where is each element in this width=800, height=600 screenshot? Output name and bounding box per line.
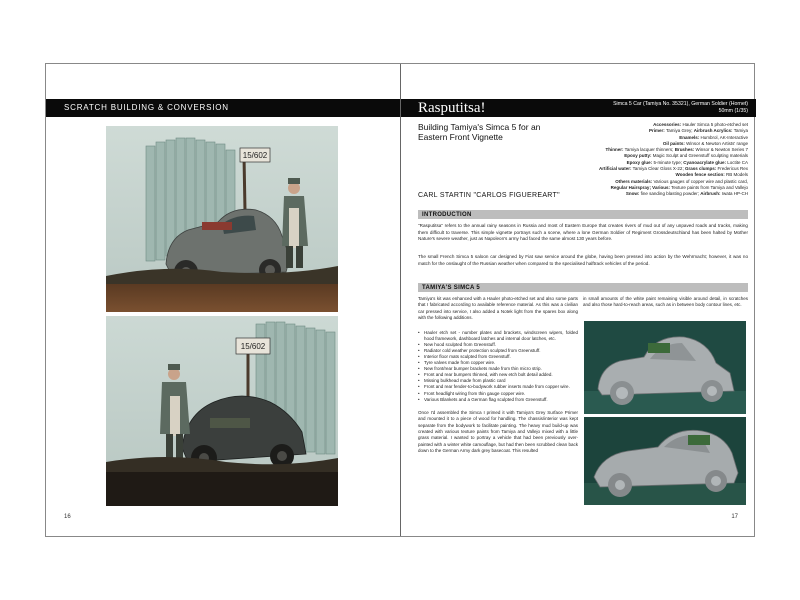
section-heading-introduction: INTRODUCTION	[418, 210, 748, 219]
article-subtitle: Building Tamiya's Simca 5 for an Eastern Front Vignette	[418, 122, 541, 142]
spec-line: Artificial water: Tamiya Clear Gloss X-22; Grass clumps: Fredericus Rex	[598, 166, 748, 172]
title-band	[401, 99, 756, 117]
spec-line: Others materials: Various gauges of copper wire and plastic card,	[615, 178, 748, 184]
spec-line: Accessories: Hauler Simca 5 photo-etched set	[653, 122, 748, 127]
vignette-photo-top	[106, 126, 338, 312]
spec-line: Wooden fence section: RB Models	[675, 172, 748, 178]
spec-line: Snow: fine sanding blasting powder; Airbrush: Iwata HP-CH	[625, 191, 748, 197]
body-column-left	[418, 296, 578, 455]
model-line-1: Simca 5 Car (Tamiya No. 35321), German Soldier (Hornet)	[613, 101, 748, 107]
list-item: • Tyre valves made from copper wire.	[418, 360, 578, 366]
body-paragraph-1: Tamiya's kit was enhanced with a Hauler photo-etched set and also some parts that I fabricated according to available reference material. As this was a civilian car pressed into service, I also added a Notek light from the spares box along with the following additions.	[418, 296, 578, 321]
sign-text: 15/602	[242, 151, 268, 160]
article-author: CARL STARTIN "CARLOS FIGUEREART"	[418, 192, 560, 199]
list-item: • Front and rear fender-to-bodywork rubber inserts made from copper wire.	[418, 384, 578, 390]
list-item: • Hauler etch set - number plates and brackets, windscreen wipers, folded hood framework, dashboard latches and internal door latches, etc.	[418, 330, 578, 342]
intro-paragraph-1: "Rasputitsa" refers to the annual rainy seasons in Russia and most of Eastern Europe that creates rivers of mud out of any unpaved roads and tracks, making them difficult to traverse. This simple vignette portrays such a scene, where a lone German Soldier of Regiment Grossdeutschland has been halted by Mother Nature's severe weather, just as Napoleon's army had faced the same almost 130 years before.	[418, 223, 748, 241]
spec-line: Epoxy glue: 5-minute type; Cyanoacrylate glue: Loctite CA	[626, 159, 748, 165]
primed-car-photo-front	[584, 417, 746, 505]
magazine-spread	[45, 63, 755, 537]
list-item: • Front and rear bumpers thinned, with new etch bolt detail added.	[418, 372, 578, 378]
sign-text: 15/602	[240, 342, 266, 351]
section-heading-simca: TAMIYA'S SIMCA 5	[418, 283, 748, 292]
list-item: • Various Blankets and a German flag sculpted from Greenstuff.	[418, 397, 578, 403]
list-item: • Front headlight wiring from thin gauge copper wire.	[418, 391, 578, 397]
list-item: • Missing bulkhead made from plastic card	[418, 378, 578, 384]
body-paragraph-2: Once I'd assembled the Simca I primed it with Tamiya's Grey Surface Primer and mounted it to a piece of wood for handling. The chassis/interior was kept separate from the bodywork to facilitate painting. The heavy mud build-up was created with various texture paints from Tamiya and Vallejo mixed with a little grass material. I wanted to portray a vehicle that had been previously over-painted with a winter white camouflage, but had then been scrubbed clean back down to the German Army dark grey basecoat. This resulted	[418, 409, 578, 454]
additions-list	[418, 330, 578, 403]
primed-car-photo-side	[584, 321, 746, 414]
list-item: • New front/rear bumper brackets made from thin micro strip.	[418, 366, 578, 372]
list-item: • Radiator cold weather protection sculpted from Greenstuff.	[418, 348, 578, 354]
body-column-right	[583, 296, 748, 309]
list-item: • New hood sculpted from Greenstuff.	[418, 342, 578, 348]
page-number-right: 17	[731, 514, 738, 520]
spec-line: Primer: Tamiya Grey; Airbrush Acrylics: Tamiya	[649, 128, 748, 134]
spec-line: Regular Hairspray; Various: Texture paints from Tamiya and Vallejo	[610, 184, 748, 190]
materials-list	[548, 122, 748, 198]
spec-line: Oil paints: Winsor & Newton Artists' range	[662, 140, 748, 146]
article-title: Rasputitsa!	[418, 100, 486, 116]
vignette-photo-bottom	[106, 316, 338, 506]
spec-line: Epoxy putty: Magic Sculpt and Greenstuff sculpting materials	[624, 153, 748, 159]
spec-line: Enamels: Humbrol, AK-Interactive	[679, 134, 748, 140]
list-item: • Interior floor mats sculpted from Greenstuff.	[418, 354, 578, 360]
section-header: SCRATCH BUILDING & CONVERSION	[64, 103, 229, 112]
left-header-band	[46, 99, 400, 117]
model-line-2: 50mm (1/35)	[718, 107, 748, 114]
spec-line: Thinner: Tamiya lacquer thinners; Brushes: Winsor & Newton Series 7	[605, 147, 748, 153]
model-info	[613, 101, 748, 114]
right-page	[401, 64, 756, 536]
page-number-left: 16	[64, 514, 71, 520]
intro-paragraph-2: The small French Simca 5 saloon car designed by Fiat saw service around the globe, having been pressed into action by the Wehrmacht; however, it was no match for the onslaught of the Russian weather when compared to the specialised halftrack vehicles of the period.	[418, 254, 748, 266]
body-paragraph-3: in small amounts of the white paint remaining visible around detail, in scratches and also those hard-to-reach areas, such as in between body contour lines, etc.	[583, 296, 748, 308]
